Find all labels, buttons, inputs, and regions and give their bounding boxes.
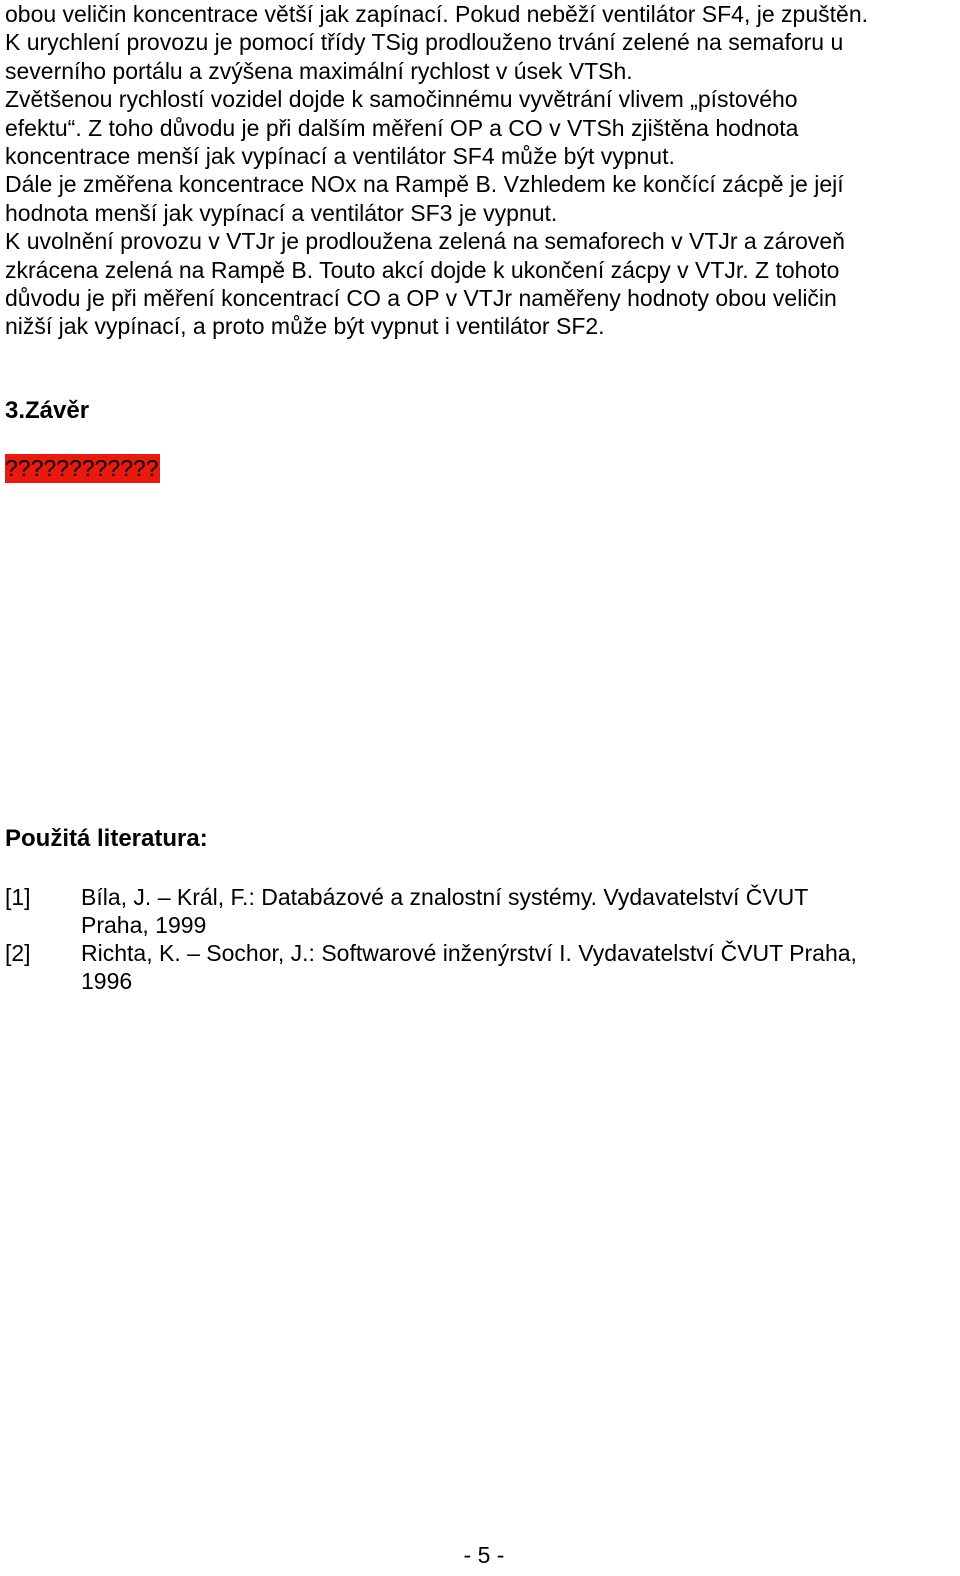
reference-text	[81, 939, 955, 995]
body-line: Zvětšenou rychlostí vozidel dojde k samočinnému vyvětrání vlivem „pístového	[5, 86, 798, 113]
body-line: K urychlení provozu je pomocí třídy TSig prodlouženo trvání zelené na semaforu u	[5, 29, 844, 56]
reference-number: [2]	[5, 940, 31, 966]
reference-line: Praha, 1999	[81, 912, 207, 938]
reference-text	[81, 883, 955, 939]
highlighted-placeholder: ????????????	[5, 455, 159, 481]
page-number: - 5 -	[463, 1542, 505, 1568]
body-line: nižší jak vypínací, a proto může být vypnut i ventilátor SF2.	[5, 313, 605, 340]
body-line: obou veličin koncentrace větší jak zapínací. Pokud neběží ventilátor SF4, je zpuštěn.	[5, 1, 868, 27]
reference-item	[5, 939, 955, 995]
body-line: efektu“. Z toho důvodu je při dalším měření OP a CO v VTSh zjištěna hodnota	[5, 114, 799, 141]
literature-heading: Použitá literatura:	[5, 825, 208, 852]
body-paragraph	[5, 0, 955, 341]
body-line: koncentrace menší jak vypínací a ventilátor SF4 může být vypnut.	[5, 143, 675, 170]
body-line: zkrácena zelená na Rampě B. Touto akcí dojde k ukončení zácpy v VTJr. Z tohoto	[5, 256, 840, 283]
body-line: důvodu je při měření koncentrací CO a OP v VTJr naměřeny hodnoty obou veličin	[5, 285, 837, 312]
reference-line: Bíla, J. – Král, F.: Databázové a znalostní systémy. Vydavatelství ČVUT	[81, 884, 809, 910]
reference-item	[5, 883, 955, 939]
reference-line: Richta, K. – Sochor, J.: Softwarové inženýrství I. Vydavatelství ČVUT Praha,	[81, 940, 857, 966]
section-heading-conclusion: 3.Závěr	[5, 397, 90, 424]
body-line: severního portálu a zvýšena maximální rychlost v úsek VTSh.	[5, 57, 633, 84]
body-line: Dále je změřena koncentrace NOx na Rampě B. Vzhledem ke končící zácpě je její	[5, 171, 844, 198]
reference-number: [1]	[5, 884, 31, 910]
reference-line: 1996	[81, 968, 133, 994]
body-line: K uvolnění provozu v VTJr je prodloužena zelená na semaforech v VTJr a zároveň	[5, 228, 845, 255]
body-line: hodnota menší jak vypínací a ventilátor SF3 je vypnut.	[5, 199, 558, 226]
